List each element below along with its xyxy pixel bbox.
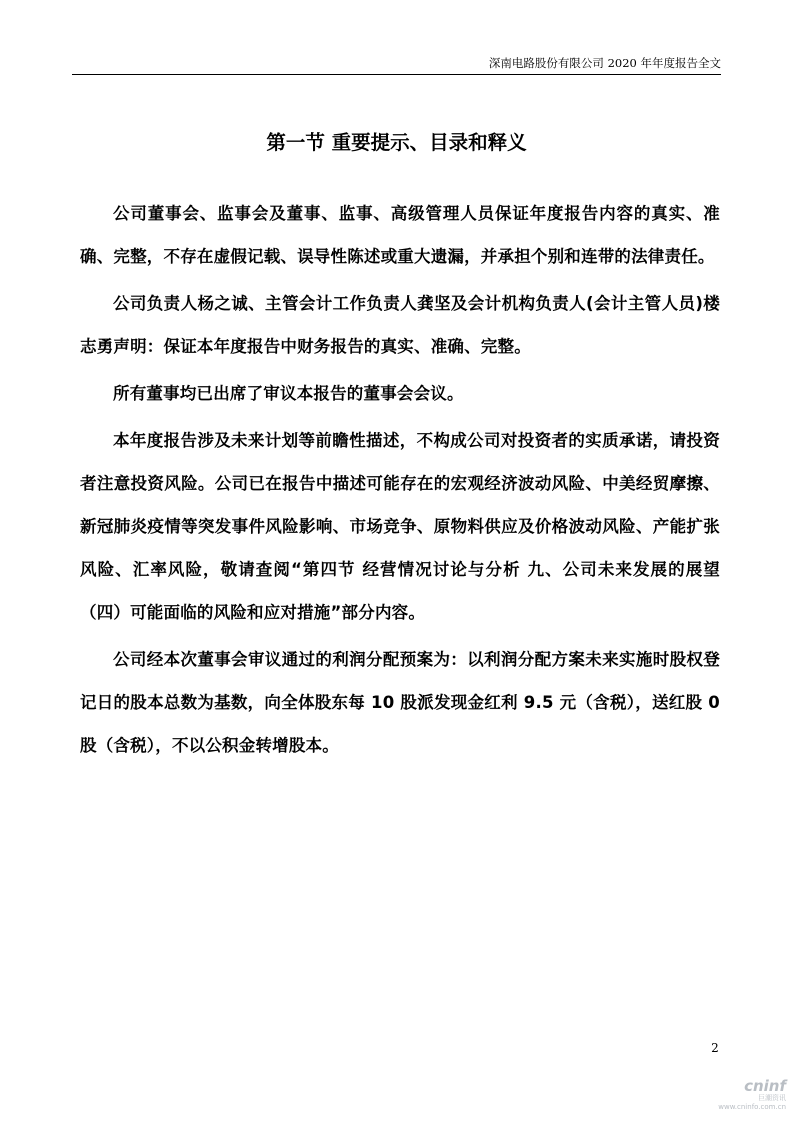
page-header [72, 54, 721, 75]
logo-brand: cninf [744, 1077, 786, 1095]
logo-subtitle: 巨潮资讯 [758, 1094, 786, 1102]
paragraph-declaration: 公司负责人杨之诚、主管会计工作负责人龚坚及会计机构负责人(会计主管人员)楼志勇声明：保证本年度报告中财务报告的真实、准确、完整。 [80, 294, 720, 356]
section-title: 第一节 重要提示、目录和释义 [266, 131, 527, 154]
paragraph-attendance: 所有董事均已出席了审议本报告的董事会会议。 [113, 384, 464, 403]
header-text: 深南电路股份有限公司 2020 年年度报告全文 [488, 56, 721, 70]
paragraph-responsibility: 公司董事会、监事会及董事、监事、高级管理人员保证年度报告内容的真实、准确、完整，不存在虚假记载、误导性陈述或重大遗漏，并承担个别和连带的法律责任。 [80, 204, 720, 266]
cninfo-logo [716, 1078, 786, 1118]
document-body [80, 192, 720, 767]
paragraph-risk: 本年度报告涉及未来计划等前瞻性描述，不构成公司对投资者的实质承诺，请投资者注意投资风险。公司已在报告中描述可能存在的宏观经济波动风险、中美经贸摩擦、新冠肺炎疫情等突发事件风险影响、市场竞争、原物料供应及价格波动风险、产能扩张风险、汇率风险，敬请查阅“第四节 经营情况讨论与分析 九、公司未来发展的展望（四）可能面临的风险和应对措施”部分内容。 [80, 431, 720, 622]
page-number: 2 [711, 1041, 719, 1055]
logo-url: www.cninfo.com.cn [718, 1103, 786, 1111]
paragraph-dividend: 公司经本次董事会审议通过的利润分配预案为：以利润分配方案未来实施时股权登记日的股本总数为基数，向全体股东每 10 股派发现金红利 9.5 元（含税），送红股 0 股（含税），不以公积金转增股本。 [80, 650, 720, 755]
